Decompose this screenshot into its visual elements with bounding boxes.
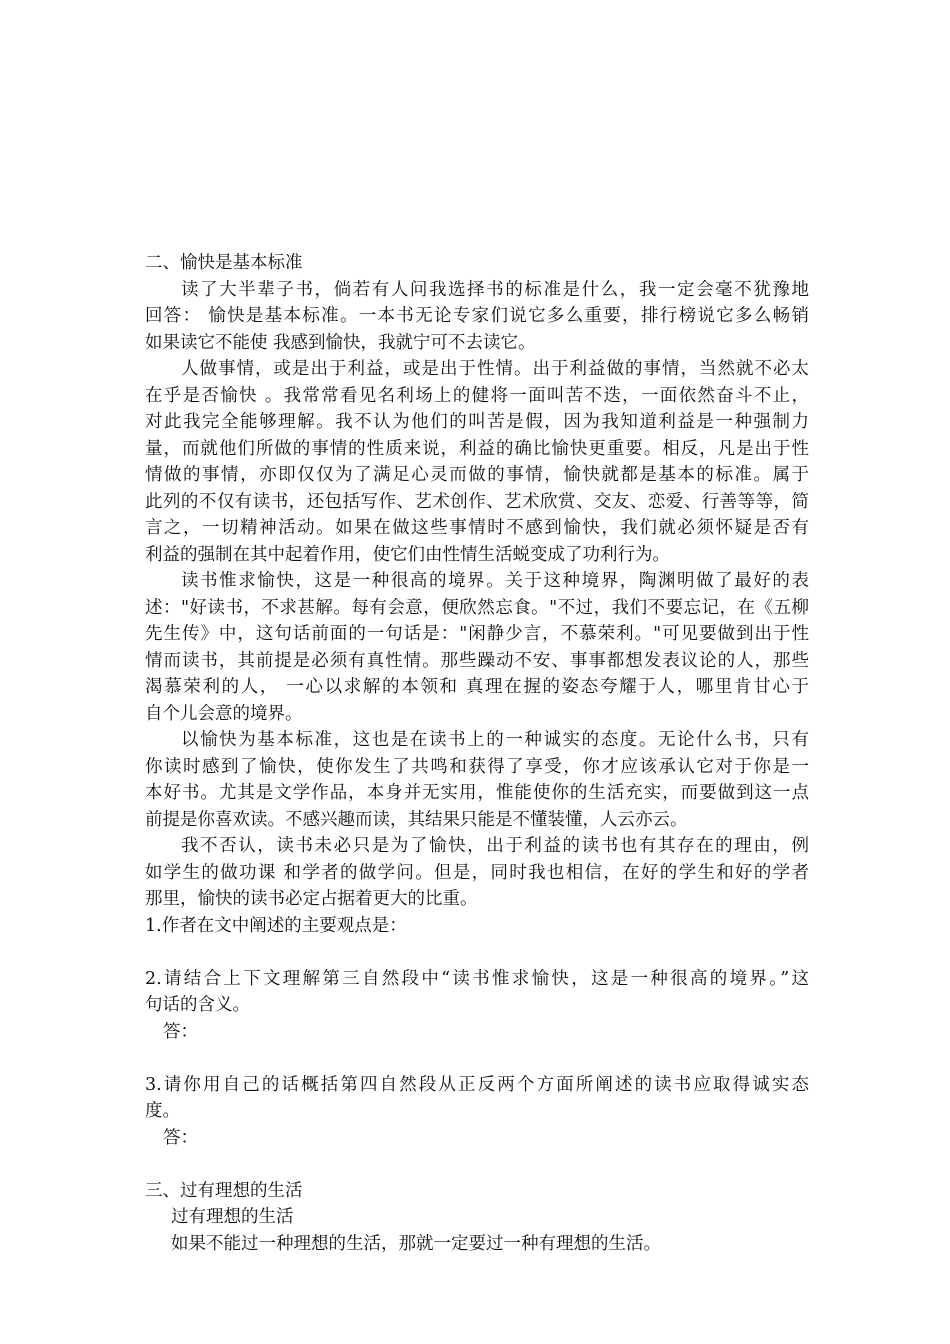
- paragraph-line: 量，而就他们所做的事情的性质来说，利益的确比愉快更重要。相反，凡是出于性: [145, 438, 809, 459]
- section-2-paragraph-2: [145, 356, 809, 568]
- paragraph-line: 我不否认，读书未必只是为了愉快，出于利益的读书也有其存在的理由，例: [181, 836, 809, 856]
- section-3-subtitle: 过有理想的生活: [171, 1207, 294, 1227]
- question-text: 度。: [145, 1101, 180, 1121]
- question-text: 3.请你用自己的话概括第四自然段从正反两个方面所阐述的读书应取得诚实态: [145, 1074, 809, 1095]
- question-2: [145, 966, 809, 1072]
- section-2-paragraph-4: [145, 727, 809, 833]
- question-3: [145, 1072, 809, 1178]
- paragraph-line: 本好书。尤其是文学作品，本身并无实用，惟能使你的生活充实，而要做到这一点: [145, 783, 809, 803]
- answer-space: [145, 939, 809, 966]
- paragraph-line: 如果读它不能使 我感到愉快，我就宁可不去读它。: [145, 332, 536, 353]
- section-3-first-line: 如果不能过一种理想的生活，那就一定要过一种有理想的生活。: [171, 1233, 661, 1254]
- section-2-paragraph-3: [145, 568, 809, 727]
- paragraph-line: 此列的不仅有读书，还包括写作、艺术创作、艺术欣赏、交友、恋爱、行善等等，简: [145, 491, 809, 512]
- answer-space: [145, 1045, 809, 1072]
- section-2-paragraph-1: [145, 277, 809, 357]
- answer-space: [145, 1151, 809, 1178]
- question-text: 句话的含义。: [145, 995, 250, 1015]
- paragraph-line: 利益的强制在其中起着作用，使它们由性情生活蜕变成了功利行为。: [145, 544, 670, 565]
- question-1: [145, 913, 809, 966]
- question-text: 1.作者在文中阐述的主要观点是：: [145, 915, 407, 936]
- paragraph-line: 如学生的做功课 和学者的做学问。但是，同时我也相信，在好的学生和好的学者: [145, 862, 809, 883]
- paragraph-line: 人做事情，或是出于利益，或是出于性情。出于利益做的事情，当然就不必太: [181, 359, 809, 379]
- answer-label: 答：: [163, 1127, 198, 1148]
- paragraph-line: 你读时感到了愉快，使你发生了共鸣和获得了享受，你才应该承认它对于你是一: [145, 756, 809, 777]
- paragraph-line: 回答： 愉快是基本标准。一本书无论专家们说它多么重要，排行榜说它多么畅销: [145, 306, 809, 326]
- paragraph-line: 渴慕荣利的人， 一心以求解的本领和 真理在握的姿态夸耀于人，哪里肯甘心于: [145, 677, 809, 697]
- document-page: [145, 250, 809, 1257]
- paragraph-line: 自个儿会意的境界。: [145, 703, 303, 724]
- paragraph-line: 以愉快为基本标准，这也是在读书上的一种诚实的态度。无论什么书，只有: [181, 730, 809, 750]
- paragraph-line: 言之，一切精神活动。如果在做这些事情时不感到愉快，我们就必须怀疑是否有: [145, 518, 809, 538]
- paragraph-line: 情做的事情，亦即仅仅为了满足心灵而做的事情，愉快就都是基本的标准。属于: [145, 465, 809, 485]
- section-2-heading: 二、愉快是基本标准: [145, 253, 303, 273]
- section-3-heading: 三、过有理想的生活: [145, 1180, 303, 1201]
- question-text: 2.请结合上下文理解第三自然段中“读书惟求愉快，这是一种很高的境界。”这: [145, 968, 809, 989]
- paragraph-line: 情而读书，其前提是必须有真性情。那些躁动不安、事事都想发表议论的人，那些: [145, 650, 809, 671]
- paragraph-line: 在乎是否愉快 。我常常看见名利场上的健将一面叫苦不迭，一面依然奋斗不止，: [145, 385, 809, 406]
- paragraph-line: 对此我完全能够理解。我不认为他们的叫苦是假，因为我知道利益是一种强制力: [145, 412, 809, 432]
- paragraph-line: 述："好读书，不求甚解。每有会意，便欣然忘食。"不过，我们不要忘记，在《五柳: [145, 597, 809, 618]
- paragraph-line: 先生传》中，这句话前面的一句话是："闲静少言，不慕荣利。"可见要做到出于性: [145, 624, 809, 644]
- answer-label: 答：: [163, 1021, 198, 1042]
- paragraph-line: 前提是你喜欢读。不感兴趣而读，其结果只能是不懂装懂，人云亦云。: [145, 809, 688, 830]
- paragraph-line: 读了大半辈子书，倘若有人问我选择书的标准是什么，我一定会毫不犹豫地: [181, 279, 809, 300]
- paragraph-line: 读书惟求愉快，这是一种很高的境界。关于这种境界，陶渊明做了最好的表: [181, 571, 809, 591]
- paragraph-line: 那里，愉快的读书必定占据着更大的比重。: [145, 889, 478, 909]
- section-2-paragraph-5: [145, 833, 809, 913]
